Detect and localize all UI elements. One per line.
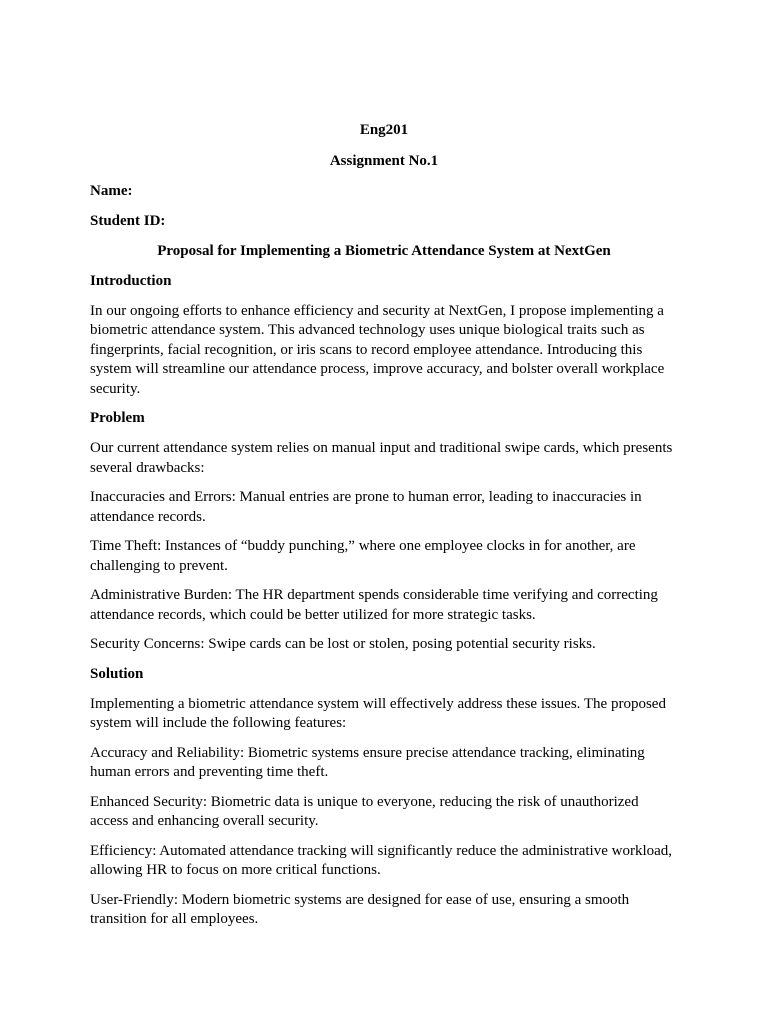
- name-label: Name:: [90, 182, 133, 199]
- solution-intro: Implementing a biometric attendance system will effectively address these issues. The proposed system will include the following features:: [90, 695, 666, 731]
- solution-item: User-Friendly: Modern biometric systems are designed for ease of use, ensuring a smooth transition for all employees.: [90, 891, 630, 927]
- introduction-heading: Introduction: [90, 272, 172, 289]
- course-code: Eng201: [359, 122, 409, 138]
- solution-item: Accuracy and Reliability: Biometric systems ensure precise attendance tracking, eliminating human errors and preventing time theft.: [90, 744, 645, 780]
- problem-item: Security Concerns: Swipe cards can be lost or stolen, posing potential security risks.: [90, 636, 596, 652]
- solution-item: Enhanced Security: Biometric data is unique to everyone, reducing the risk of unauthorized access and enhancing overall security.: [90, 793, 639, 829]
- document-body: [90, 121, 678, 940]
- problem-intro: Our current attendance system relies on manual input and traditional swipe cards, which presents several drawbacks:: [90, 440, 673, 476]
- student-id-label: Student ID:: [90, 212, 166, 229]
- problem-item: Time Theft: Instances of “buddy punching,” where one employee clocks in for another, are challenging to prevent.: [90, 538, 636, 574]
- document-title: Proposal for Implementing a Biometric Attendance System at NextGen: [157, 242, 611, 259]
- problem-item: Administrative Burden: The HR department spends considerable time verifying and correcting attendance records, which could be better utilized for more strategic tasks.: [90, 587, 658, 623]
- introduction-paragraph: In our ongoing efforts to enhance efficiency and security at NextGen, I propose implementing a biometric attendance system. This advanced technology uses unique biological traits such as fingerprints, facial recognition, or iris scans to record employee attendance. Introducing this system will streamline our attendance process, improve accuracy, and bolster overall workplace security.: [90, 302, 665, 397]
- problem-item: Inaccuracies and Errors: Manual entries are prone to human error, leading to inaccuracies in attendance records.: [90, 489, 642, 525]
- solution-item: Efficiency: Automated attendance tracking will significantly reduce the administrative workload, allowing HR to focus on more critical functions.: [90, 842, 673, 878]
- assignment-number: Assignment No.1: [329, 152, 439, 169]
- solution-heading: Solution: [90, 665, 144, 682]
- problem-heading: Problem: [90, 410, 145, 426]
